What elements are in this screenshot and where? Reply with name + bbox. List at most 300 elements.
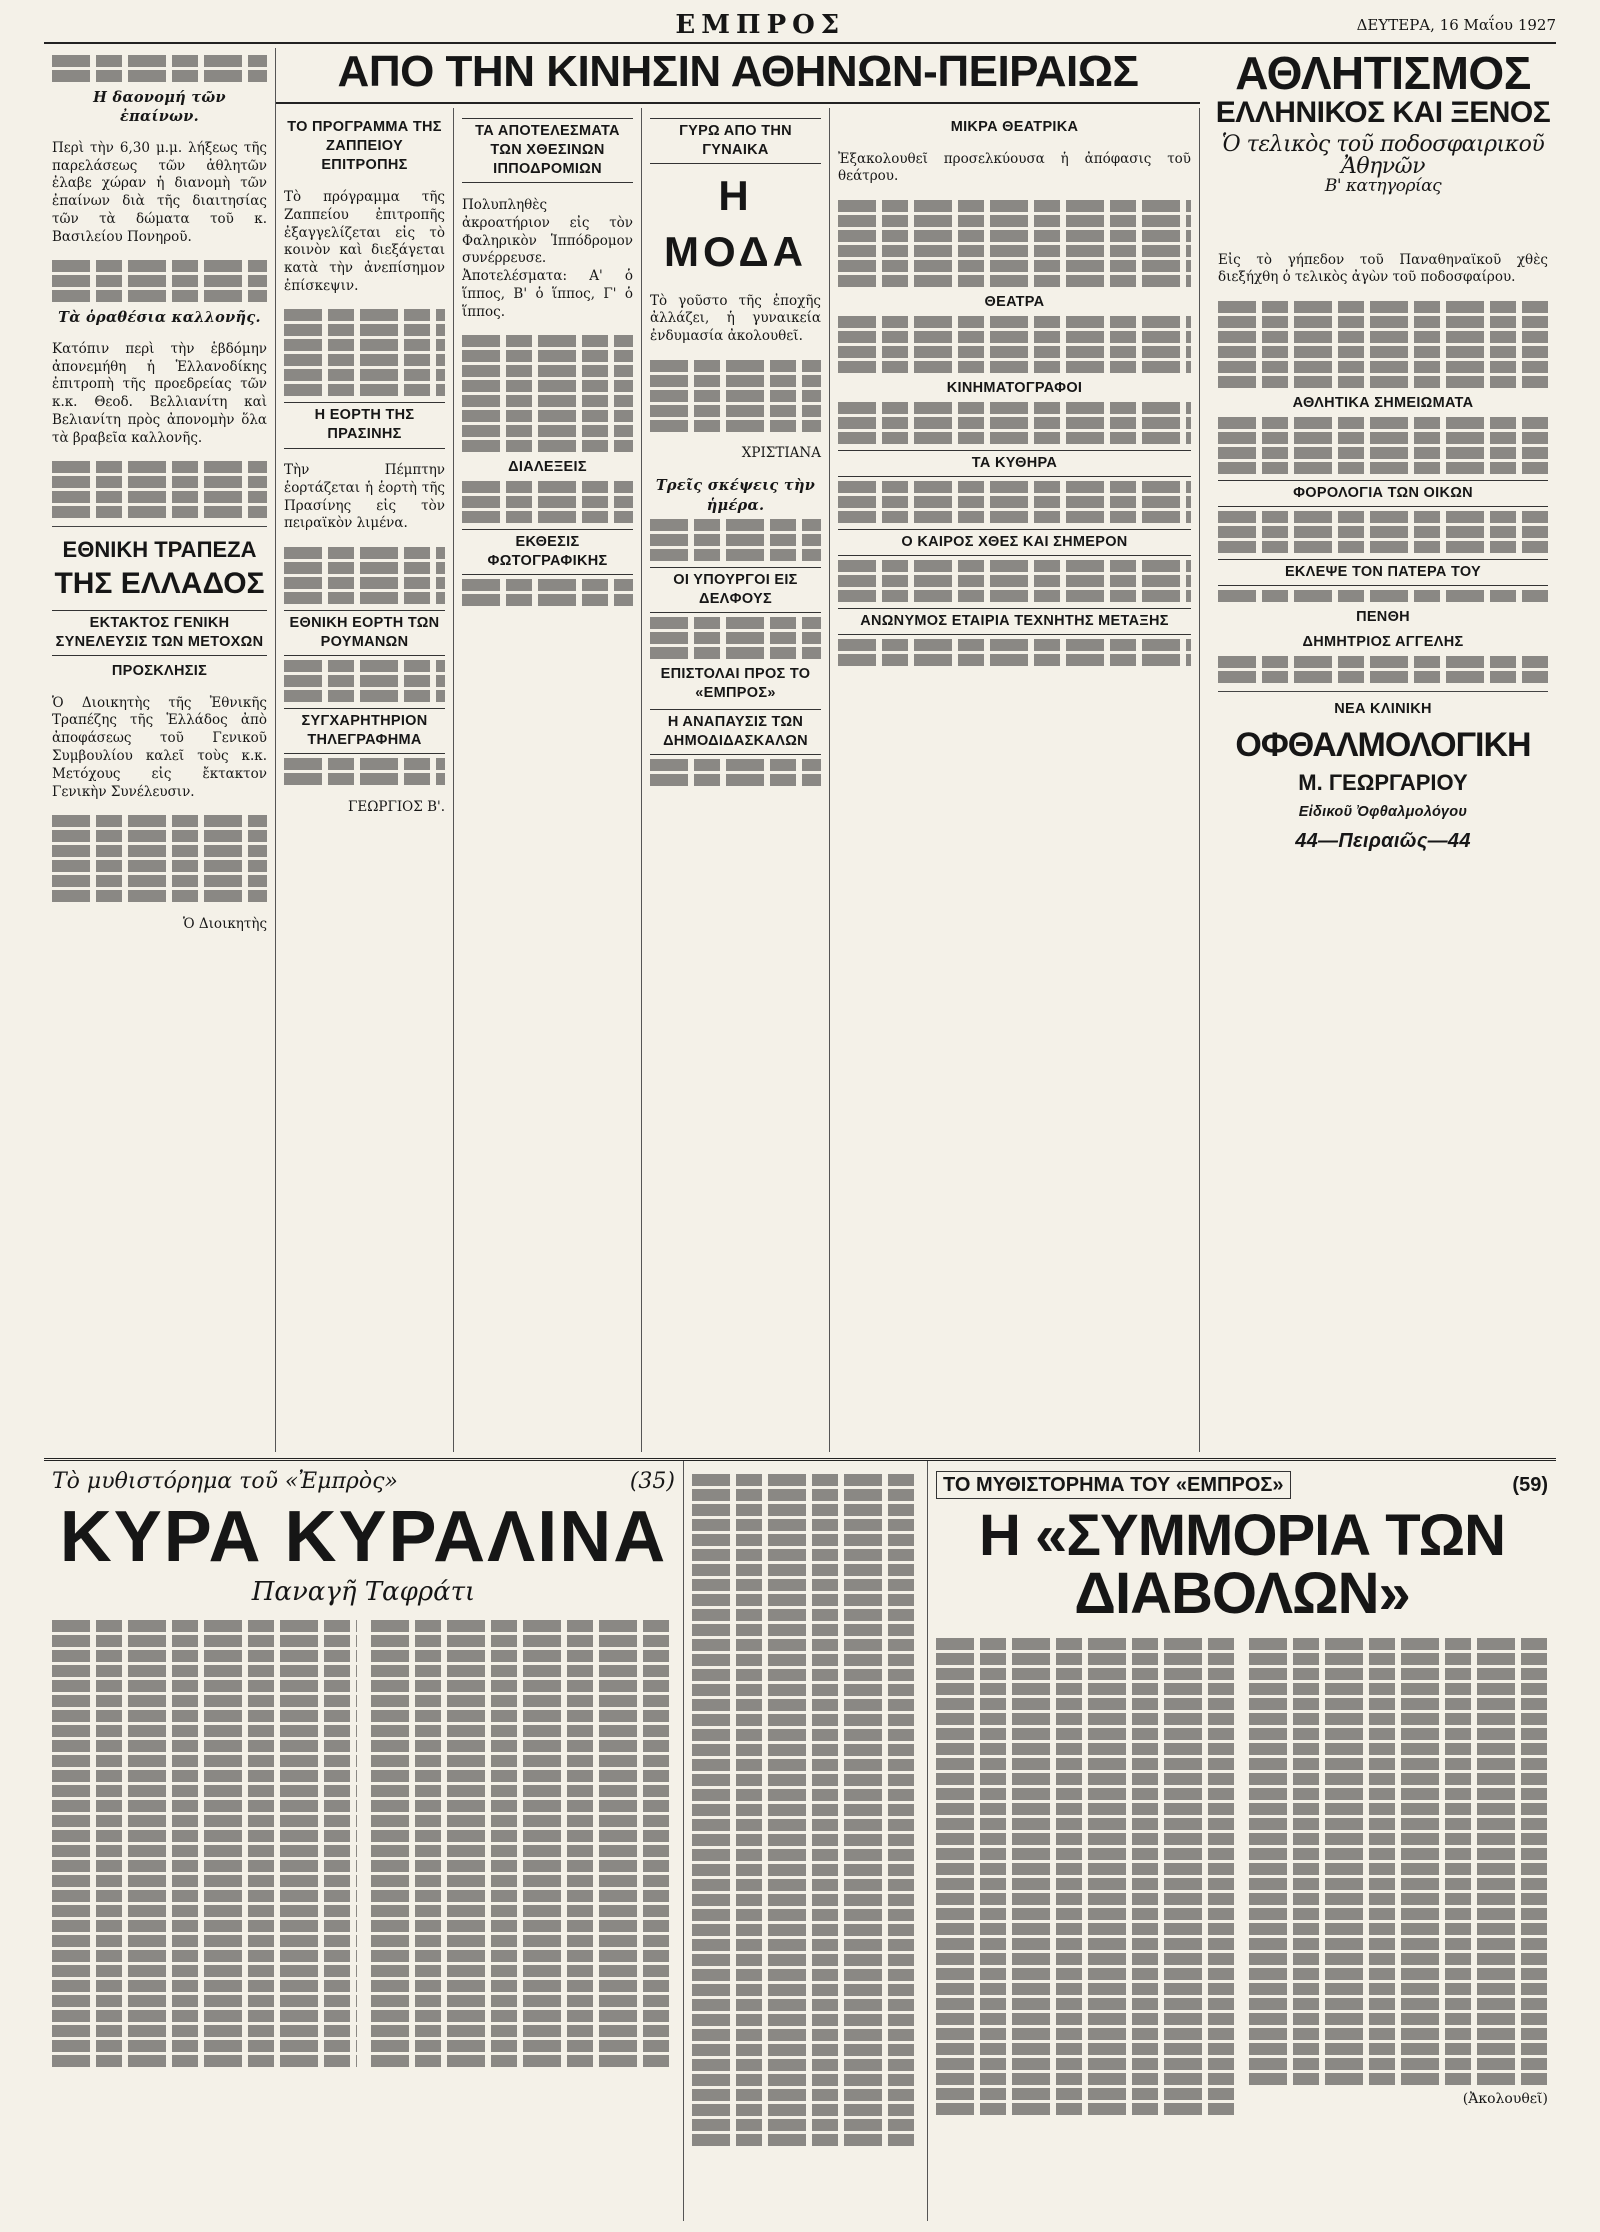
text-line	[936, 1653, 1235, 1665]
text-line	[371, 1710, 676, 1722]
text-line	[650, 774, 821, 786]
text-line	[462, 481, 633, 493]
text-line	[52, 1725, 357, 1737]
subhead-telegram: ΣΥΓΧΑΡΗΤΗΡΙΟΝ ΤΗΛΕΓΡΑΦΗΜΑ	[284, 708, 445, 754]
text-line	[462, 511, 633, 523]
text-line	[52, 1710, 357, 1722]
text-line	[52, 815, 267, 827]
fashion-title: Η ΜΟΔΑ	[663, 172, 808, 275]
text-line	[838, 245, 1191, 257]
text-line	[371, 1695, 676, 1707]
text-line	[1249, 1713, 1548, 1725]
text-line	[52, 1665, 357, 1677]
text-line	[52, 1650, 357, 1662]
text-line	[1249, 1893, 1548, 1905]
text-line	[371, 1755, 676, 1767]
text-line	[692, 2014, 919, 2026]
serial-continuation	[684, 1461, 928, 2221]
text-line	[371, 1965, 676, 1977]
text-line	[1249, 1833, 1548, 1845]
text-line	[650, 405, 821, 417]
text-line	[1218, 671, 1548, 683]
text-line	[692, 1864, 919, 1876]
text-line	[371, 1620, 676, 1632]
text-line	[692, 2089, 919, 2101]
fashion-signature: ΧΡΙΣΤΙΑΝΑ	[741, 445, 821, 462]
clinic-doctor: Μ. ΓΕΩΡΓΑΡΙΟΥ	[1298, 770, 1468, 796]
banner-rule	[276, 102, 1200, 104]
text-line	[692, 1834, 919, 1846]
text-line	[692, 1474, 919, 1486]
clinic-specialty: Εἰδικοῦ Ὀφθαλμολόγου	[1298, 804, 1468, 821]
text-line	[936, 1908, 1235, 1920]
serial2-body	[936, 1635, 1548, 2118]
masthead	[44, 8, 1556, 44]
text-line	[1249, 2058, 1548, 2070]
column-3	[454, 108, 642, 1452]
text-line	[1249, 1983, 1548, 1995]
text-line	[936, 2043, 1235, 2055]
text-line	[936, 1923, 1235, 1935]
serial2-header	[936, 1471, 1548, 1626]
text-line	[692, 2074, 919, 2086]
subhead-awards: Η δαονομή τῶν ἐπαίνων.	[93, 89, 226, 126]
text-line	[1249, 2028, 1548, 2040]
text-line	[838, 639, 1191, 651]
text-line	[1249, 2013, 1548, 2025]
subhead-beauty: Τὰ ὁραθέσια καλλονῆς.	[58, 309, 261, 327]
text-line	[462, 579, 633, 591]
text-line	[462, 410, 633, 422]
text-line	[692, 1549, 919, 1561]
article-zappeion: Τὸ πρόγραμμα τῆς Ζαππείου ἐπιτροπῆς ἐξαγγελίζεται εἰς τὸ κοινὸν καὶ διεξάγεται κατὰ τὴν ἀνεπίσημον ἐπίσκεψιν.	[284, 188, 445, 294]
text-line	[936, 1683, 1235, 1695]
text-line	[1249, 1938, 1548, 1950]
text-line	[838, 560, 1191, 572]
text-line	[1218, 541, 1548, 553]
text-line	[838, 200, 1191, 212]
text-line	[692, 1699, 919, 1711]
text-line	[284, 577, 445, 589]
text-line	[1249, 1908, 1548, 1920]
text-line	[52, 1680, 357, 1692]
text-line	[1218, 511, 1548, 523]
subhead-thoughts: Τρεῖς σκέψεις τὴν ἡμέρα.	[655, 477, 816, 514]
text-line	[52, 1980, 357, 1992]
subhead-delphi: ΟΙ ΥΠΟΥΡΓΟΙ ΕΙΣ ΔΕΛΦΟΥΣ	[650, 567, 821, 613]
text-line	[52, 476, 267, 488]
text-line	[52, 1950, 357, 1962]
text-line	[52, 875, 267, 887]
text-line	[838, 275, 1191, 287]
text-line	[371, 1680, 676, 1692]
text-line	[52, 1830, 357, 1842]
text-line	[936, 1713, 1235, 1725]
text-line	[650, 534, 821, 546]
serial2-number: (59)	[1512, 1474, 1548, 1496]
text-line	[1249, 1878, 1548, 1890]
text-line	[284, 547, 445, 559]
text-line	[1249, 1758, 1548, 1770]
subhead-housing-tax: ΦΟΡΟΛΟΓΙΑ ΤΩΝ ΟΙΚΩΝ	[1218, 480, 1548, 507]
subhead-lectures: ΔΙΑΛΕΞΕΙΣ	[508, 459, 587, 476]
text-line	[284, 592, 445, 604]
masthead-brand: ΕΜΠΡΟΣ	[675, 10, 846, 40]
text-line	[936, 1803, 1235, 1815]
bottom-section	[44, 1458, 1556, 2221]
text-line	[1249, 1818, 1548, 1830]
text-line	[1249, 1923, 1548, 1935]
clinic-address: 44—Πειραιῶς—44	[1295, 830, 1471, 853]
text-line	[936, 2088, 1235, 2100]
text-line	[692, 1669, 919, 1681]
text-line	[284, 369, 445, 381]
bank-notice: Ὁ Διοικητὴς τῆς Ἐθνικῆς Τραπέζης τῆς Ἑλλάδος ἀπὸ ἀποφάσεως τοῦ Γενικοῦ Συμβουλίου καλεῖ τοὺς κ.κ. Μετόχους εἰς ἔκτακτον Γενικὴν Συνέλευσιν.	[52, 694, 267, 800]
text-line	[462, 365, 633, 377]
text-line	[838, 215, 1191, 227]
subhead-theatres: ΘΕΑΤΡΑ	[984, 293, 1045, 310]
text-line	[52, 290, 267, 302]
text-line	[692, 1924, 919, 1936]
text-line	[650, 360, 821, 372]
text-line	[371, 1995, 676, 2007]
text-line	[1249, 1668, 1548, 1680]
serial2-col-b	[1249, 1635, 1548, 2118]
text-line	[52, 1905, 357, 1917]
subhead-woman: ΓΥΡΩ ΑΠΟ ΤΗΝ ΓΥΝΑΙΚΑ	[650, 118, 821, 164]
text-line	[371, 1860, 676, 1872]
serial1-col-b	[371, 1617, 676, 2070]
article-football: Εἰς τὸ γήπεδον τοῦ Παναθηναϊκοῦ χθὲς διεξήχθη ὁ τελικὸς ἀγὼν τοῦ ποδοσφαίρου.	[1218, 251, 1548, 286]
text-line	[1249, 1848, 1548, 1860]
text-line	[52, 2010, 357, 2022]
text-line	[936, 1893, 1235, 1905]
article-awards: Περὶ τὴν 6,30 μ.μ. λήξεως τῆς παρελάσεως τῶν ἀθλητῶν ἐλαβε χώραν ἡ διανομὴ τῶν ἐπαίνων διὰ τῆς διαιτησίας τῶν τὰ δώματα τοῦ κ. Βασιλείου Πονηροῦ.	[52, 139, 267, 245]
text-line	[936, 1728, 1235, 1740]
text-line	[692, 1999, 919, 2011]
subhead-kythira: ΤΑ ΚΥΘΗΡΑ	[838, 450, 1191, 477]
text-line	[52, 1740, 357, 1752]
article-beauty: Κατόπιν περὶ τὴν ἑβδόμην ἀπονεμήθη ἡ Ἑλλανοδίκης ἐπιτροπὴ τῆς προεδρείας τῶν κ.κ. Θεοδ. Βελλιανίτη καὶ Βελιανίτη πρὸς ἀπονομὴν ὅλα τὰ βραβεῖα καλλονῆς.	[52, 340, 267, 446]
text-line	[52, 1920, 357, 1932]
text-line	[936, 2028, 1235, 2040]
text-line	[692, 1744, 919, 1756]
main-banner: ΑΠΟ ΤΗΝ ΚΙΝΗΣΙΝ ΑΘΗΝΩΝ-ΠΕΙΡΑΙΩΣ	[337, 47, 1139, 96]
text-line	[650, 420, 821, 432]
subhead-races: ΤΑ ΑΠΟΤΕΛΕΣΜΑΤΑ ΤΩΝ ΧΘΕΣΙΝΩΝ ΙΠΠΟΔΡΟΜΙΩΝ	[462, 118, 633, 183]
text-line	[371, 1905, 676, 1917]
text-line	[692, 2044, 919, 2056]
subhead-father: ΕΚΛΕΨΕ ΤΟΝ ΠΑΤΕΡΑ ΤΟΥ	[1218, 559, 1548, 586]
sports-match-title: Ὁ τελικὸς τοῦ ποδοσφαιρικοῦ Ἀθηνῶν	[1221, 132, 1545, 179]
text-line	[692, 1579, 919, 1591]
text-line	[371, 1875, 676, 1887]
text-line	[52, 70, 267, 82]
text-line	[692, 1819, 919, 1831]
text-line	[371, 1890, 676, 1902]
serial1-body	[52, 1617, 675, 2070]
text-line	[838, 260, 1191, 272]
text-line	[1249, 1743, 1548, 1755]
text-line	[371, 1950, 676, 1962]
column-2	[276, 108, 454, 1452]
text-line	[692, 2119, 919, 2131]
text-line	[1218, 432, 1548, 444]
column-4	[642, 108, 830, 1452]
text-line	[52, 506, 267, 518]
text-line	[1249, 1698, 1548, 1710]
text-line	[284, 339, 445, 351]
text-line	[284, 660, 445, 672]
serial1-header	[52, 1471, 675, 1605]
text-line	[936, 2058, 1235, 2070]
telegram-signature: ΓΕΩΡΓΙΟΣ Β'.	[347, 798, 445, 815]
sports-header	[1210, 47, 1556, 196]
text-line	[692, 2104, 919, 2116]
text-line	[650, 519, 821, 531]
sports-subtitle: ΕΛΛΗΝΙΚΟΣ ΚΑΙ ΞΕΝΟΣ	[1215, 96, 1551, 129]
subhead-sports-notes: ΑΘΛΗΤΙΚΑ ΣΗΜΕΙΩΜΑΤΑ	[1292, 394, 1474, 411]
text-line	[371, 1740, 676, 1752]
serial1-number: (35)	[629, 1469, 675, 1494]
text-line	[52, 1785, 357, 1797]
text-line	[284, 562, 445, 574]
text-line	[692, 1939, 919, 1951]
clinic-pre: ΝΕΑ ΚΛΙΝΙΚΗ	[1334, 701, 1432, 718]
text-line	[371, 1650, 676, 1662]
subhead-mourning: ΠΕΝΘΗ	[1356, 609, 1410, 625]
text-line	[650, 549, 821, 561]
text-line	[838, 346, 1191, 358]
subhead-cinemas: ΚΙΝΗΜΑΤΟΓΡΑΦΟΙ	[946, 379, 1083, 396]
text-line	[692, 1954, 919, 1966]
text-line	[462, 440, 633, 452]
text-line	[936, 1968, 1235, 1980]
text-line	[52, 55, 267, 67]
text-line	[692, 1534, 919, 1546]
text-line	[936, 2073, 1235, 2085]
text-line	[462, 594, 633, 606]
text-line	[692, 1519, 919, 1531]
text-line	[936, 1743, 1235, 1755]
text-line	[936, 1773, 1235, 1785]
text-line	[1218, 447, 1548, 459]
top-section	[44, 48, 1556, 1452]
text-line	[692, 1684, 919, 1696]
serial2-title: Η «ΣΥΜΜΟΡΙΑ ΤΩΝ ΔΙΑΒΟΛΩΝ»	[978, 1503, 1506, 1626]
text-line	[1249, 1788, 1548, 1800]
text-line	[284, 309, 445, 321]
text-line	[52, 860, 267, 872]
text-line	[692, 1504, 919, 1516]
text-line	[1249, 1653, 1548, 1665]
text-line	[52, 275, 267, 287]
bank-title: ΤΗΣ ΕΛΛΑΔΟΣ	[54, 567, 265, 601]
text-line	[52, 2040, 357, 2052]
text-line	[936, 1863, 1235, 1875]
text-line	[1249, 1638, 1548, 1650]
article-theatre: Ἐξακολουθεῖ προσελκύουσα ἡ ἀπόφασις τοῦ θεάτρου.	[838, 150, 1191, 185]
text-line	[52, 1845, 357, 1857]
text-line	[692, 2029, 919, 2041]
text-line	[650, 632, 821, 644]
text-line	[52, 2025, 357, 2037]
serial1-label	[52, 1471, 675, 1493]
text-line	[838, 417, 1191, 429]
bank-kicker: ΕΘΝΙΚΗ ΤΡΑΠΕΖΑ	[62, 537, 257, 563]
text-line	[284, 690, 445, 702]
text-line	[52, 1965, 357, 1977]
text-line	[936, 1998, 1235, 2010]
text-line	[52, 1770, 357, 1782]
text-line	[692, 1729, 919, 1741]
subhead-teachers: Η ΑΝΑΠΑΥΣΙΣ ΤΩΝ ΔΗΜΟΔΙΔΑΣΚΑΛΩΝ	[650, 709, 821, 755]
text-line	[1218, 526, 1548, 538]
text-line	[838, 496, 1191, 508]
text-line	[692, 1774, 919, 1786]
text-line	[838, 316, 1191, 328]
text-line	[692, 1564, 919, 1576]
subhead-photo-exhibit: ΕΚΘΕΣΙΣ ΦΩΤΟΓΡΑΦΙΚΗΣ	[462, 529, 633, 575]
text-line	[692, 1489, 919, 1501]
text-line	[371, 2055, 676, 2067]
text-line	[692, 1909, 919, 1921]
article-fashion: Τὸ γοῦστο τῆς ἐποχῆς ἀλλάζει, ἡ γυναικεία ἐνδυμασία ἀκολουθεῖ.	[650, 292, 821, 345]
text-line	[936, 1833, 1235, 1845]
text-line	[284, 675, 445, 687]
serial1-label-text: Τὸ μυθιστόρημα τοῦ «Ἐμπρὸς»	[52, 1469, 398, 1494]
text-line	[692, 1804, 919, 1816]
text-line	[371, 2040, 676, 2052]
text-line	[371, 1815, 676, 1827]
column-5	[830, 108, 1200, 1452]
text-line	[52, 1995, 357, 2007]
text-line	[1218, 417, 1548, 429]
subhead-theatre-notes: ΜΙΚΡΑ ΘΕΑΤΡΙΚΑ	[950, 119, 1079, 135]
sports-title: ΑΘΛΗΤΙΣΜΟΣ	[1235, 47, 1531, 99]
text-line	[650, 375, 821, 387]
divider	[52, 526, 267, 527]
serial1-col-a	[52, 1617, 357, 2070]
text-line	[462, 395, 633, 407]
text-line	[371, 1830, 676, 1842]
text-line	[692, 1969, 919, 1981]
text-line	[692, 1894, 919, 1906]
text-line	[1249, 1998, 1548, 2010]
masthead-date: ΔΕΥΤΕΡΑ, 16 Μαΐου 1927	[1356, 16, 1556, 34]
text-line	[52, 1815, 357, 1827]
text-line	[936, 2103, 1235, 2115]
text-line	[838, 511, 1191, 523]
subhead-zappeion: ΤΟ ΠΡΟΓΡΑΜΜΑ ΤΗΣ ΖΑΠΠΕΙΟΥ ΕΠΙΤΡΟΠΗΣ	[287, 119, 442, 174]
text-line	[692, 1879, 919, 1891]
text-line	[52, 1800, 357, 1812]
text-line	[838, 575, 1191, 587]
text-line	[936, 1668, 1235, 1680]
text-line	[692, 1639, 919, 1651]
text-line	[936, 1878, 1235, 1890]
text-line	[936, 2013, 1235, 2025]
subhead-romanians: ΕΘΝΙΚΗ ΕΟΡΤΗ ΤΩΝ ΡΟΥΜΑΝΩΝ	[284, 610, 445, 656]
text-line	[936, 1758, 1235, 1770]
text-line	[371, 2025, 676, 2037]
text-line	[838, 402, 1191, 414]
text-line	[52, 1875, 357, 1887]
text-line	[692, 1984, 919, 1996]
serial-kyra-kyralina	[44, 1461, 684, 2221]
text-line	[692, 1849, 919, 1861]
clinic-name: ΟΦΘΑΛΜΟΛΟΓΙΚΗ	[1235, 726, 1531, 765]
subhead-silk-company: ΑΝΩΝΥΜΟΣ ΕΤΑΙΡΙΑ ΤΕΧΝΗΤΗΣ ΜΕΤΑΞΗΣ	[838, 608, 1191, 635]
column-1	[44, 48, 276, 1452]
text-line	[650, 647, 821, 659]
text-line	[1218, 656, 1548, 668]
text-line	[371, 1635, 676, 1647]
text-line	[692, 1759, 919, 1771]
subhead-obituary: ΔΗΜΗΤΡΙΟΣ ΑΓΓΕΛΗΣ	[1302, 634, 1464, 651]
text-line	[838, 361, 1191, 373]
serial2-col-a	[936, 1635, 1235, 2118]
text-line	[692, 2059, 919, 2071]
text-line	[371, 1770, 676, 1782]
sports-category: Β' κατηγορίας	[1324, 176, 1442, 196]
text-line	[1249, 1773, 1548, 1785]
serial1-author: Παναγῆ Ταφράτι	[251, 1577, 476, 1607]
text-line	[52, 491, 267, 503]
text-line	[936, 1848, 1235, 1860]
bank-signature: Ὁ Διοικητὴς	[183, 915, 267, 932]
bank-invitation: ΠΡΟΣΚΛΗΣΙΣ	[111, 663, 208, 679]
text-line	[838, 590, 1191, 602]
text-line	[462, 380, 633, 392]
text-line	[371, 1845, 676, 1857]
text-line	[1249, 2073, 1548, 2085]
text-line	[1218, 301, 1548, 313]
text-line	[692, 1624, 919, 1636]
text-line	[1218, 590, 1548, 602]
text-line	[692, 1714, 919, 1726]
text-line	[936, 1983, 1235, 1995]
text-line	[936, 1818, 1235, 1830]
text-line	[371, 2010, 676, 2022]
text-line	[1249, 1953, 1548, 1965]
text-line	[1218, 331, 1548, 343]
text-line	[1249, 1728, 1548, 1740]
text-line	[692, 1789, 919, 1801]
text-line	[838, 481, 1191, 493]
text-line	[838, 654, 1191, 666]
text-line	[936, 1788, 1235, 1800]
text-line	[371, 1980, 676, 1992]
text-line	[1249, 1968, 1548, 1980]
text-line	[284, 384, 445, 396]
text-line	[371, 1920, 676, 1932]
text-line	[936, 1698, 1235, 1710]
article-prasini: Τὴν Πέμπτην ἑορτάζεται ἡ ἑορτὴ τῆς Πρασίνης εἰς τὸν πειραϊκὸν λιμένα.	[284, 462, 445, 532]
article-races: Πολυπληθὲς ἀκροατήριον εἰς τὸν Φαληρικὸν Ἱππόδρομον συνέρρευσε. Ἀποτελέσματα: Α' ὁ ἵππος, Β' ὁ ἵππος, Γ' ὁ ἵππος.	[462, 196, 633, 320]
text-line	[936, 1953, 1235, 1965]
text-line	[371, 1725, 676, 1737]
text-line	[52, 260, 267, 272]
text-line	[1249, 1683, 1548, 1695]
text-line	[52, 1695, 357, 1707]
text-line	[462, 350, 633, 362]
text-line	[52, 890, 267, 902]
text-line	[462, 335, 633, 347]
text-line	[1218, 346, 1548, 358]
text-line	[371, 1935, 676, 1947]
text-line	[650, 759, 821, 771]
